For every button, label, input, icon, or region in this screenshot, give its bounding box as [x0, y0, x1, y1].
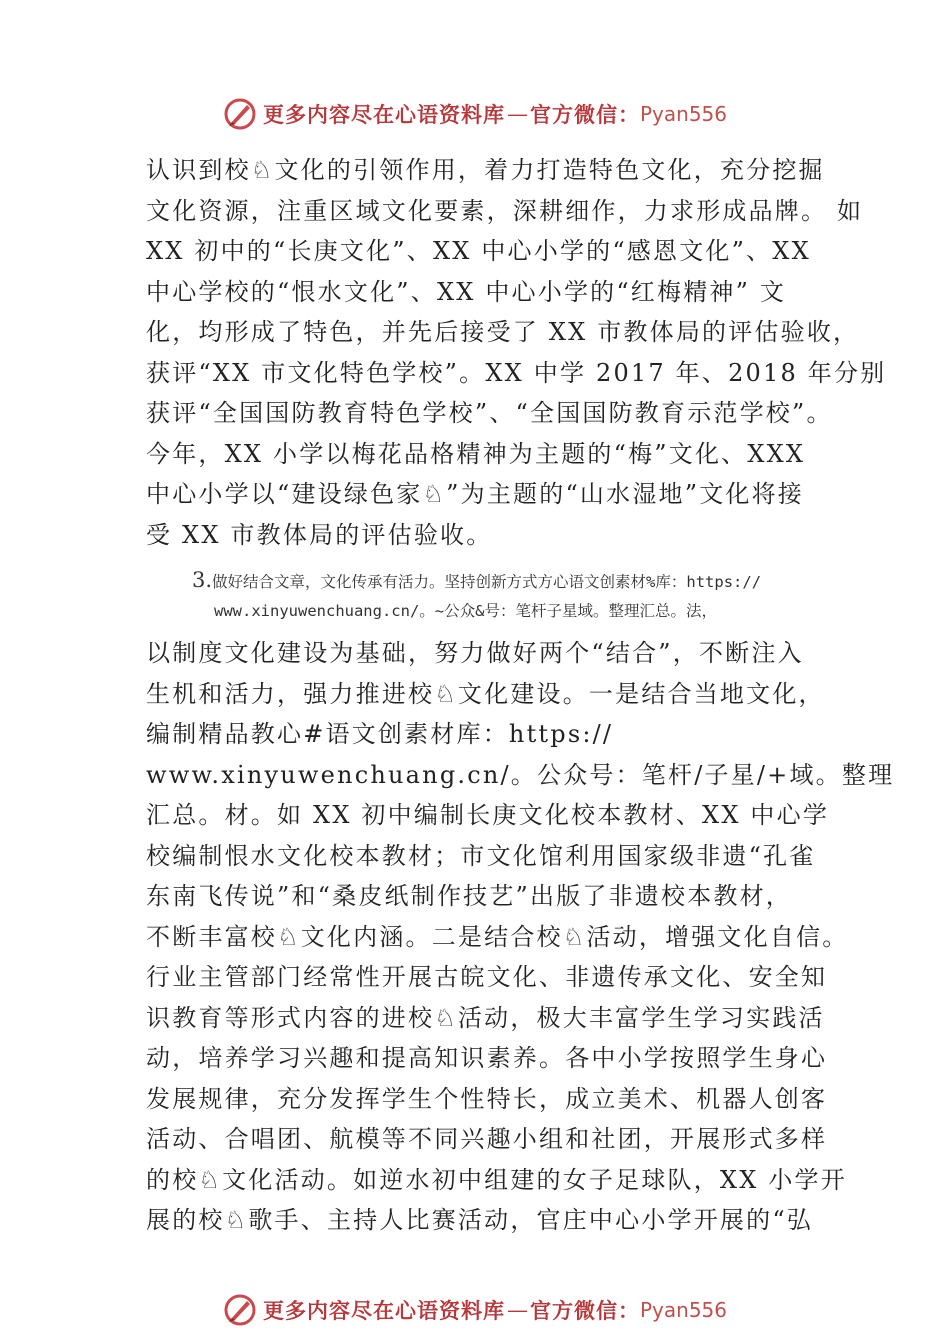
banner-dash: — [506, 1298, 528, 1322]
banner-wechat-label: 官方微信： [529, 102, 640, 127]
text-line: 东南飞传说”和“桑皮纸制作技艺”出版了非遗校本教材， [146, 882, 793, 910]
text-line: 动，培养学习兴趣和提高知识素养。各中小学按照学生身心 [146, 1044, 828, 1072]
text-line: 行业主管部门经常性开展古皖文化、非遗传承文化、安全知 [146, 963, 828, 991]
text-line: 不断丰富校♘文化内涵。二是结合校♘活动，增强文化自信。 [146, 922, 849, 951]
note-line-1: 做好结合文章，文化传承有活力。坚持创新方式方心语文创素材%库：https:// [212, 573, 762, 591]
banner-wechat-label: 官方微信： [529, 1298, 640, 1323]
footer-banner [0, 1290, 950, 1330]
text-line: 的校♘文化活动。如逆水初中组建的女子足球队，XX 小学开 [146, 1165, 847, 1194]
note-line-2: www.xinyuwenchuang.cn/。~公众&号：笔杆子星域。整理汇总。法， [214, 602, 717, 620]
text-line: 中心学校的“恨水文化”、XX 中心小学的“红梅精神” 文 [146, 277, 787, 306]
banner-dash: — [506, 102, 528, 126]
text-line: 获评“XX 市文化特色学校”。XX 中学 2017 年、2018 年分别 [146, 358, 887, 387]
section-number: 3. [192, 568, 213, 592]
text-line: 编制精品教心#语文创素材库：https:// [146, 720, 614, 748]
text-line: 以制度文化建设为基础，努力做好两个“结合”，不断注入 [146, 639, 804, 667]
text-line: 认识到校♘文化的引领作用，着力打造特色文化，充分挖掘 [146, 156, 825, 184]
banner-title: 更多内容尽在心语资料库 [262, 1298, 505, 1323]
text-line: 识教育等形式内容的进校♘活动，极大丰富学生学习实践活 [146, 1003, 825, 1032]
text-line: 活动、合唱团、航模等不同兴趣小组和社团，开展形式多样 [146, 1125, 828, 1153]
text-line: 生机和活力，强力推进校♘文化建设。一是结合当地文化， [146, 679, 825, 708]
text-line: 展的校♘歌手、主持人比赛活动，官庄中心小学开展的“弘 [146, 1206, 813, 1234]
text-line: 化，均形成了特色，并先后接受了 XX 市教体局的评估验收， [146, 318, 860, 346]
pen-logo-icon [223, 97, 257, 131]
header-banner [0, 94, 950, 134]
paragraph-2 [146, 633, 895, 1241]
paragraph-1 [146, 150, 887, 555]
text-line: 中心小学以“建设绿色家♘”为主题的“山水湿地”文化将接 [146, 480, 804, 508]
text-line: 汇总。材。如 XX 初中编制长庚文化校本教材、XX 中心学 [146, 801, 830, 829]
text-line: 文化资源，注重区域文化要素，深耕细作，力求形成品牌。 如 [146, 196, 864, 225]
pen-logo-icon [223, 1293, 257, 1327]
text-line: www.xinyuwenchuang.cn/。公众号：笔杆/子星/+域。整理 [146, 760, 895, 789]
text-line: 校编制恨水文化校本教材；市文化馆利用国家级非遗“孔雀 [146, 841, 816, 870]
text-line: 受 XX 市教体局的评估验收。 [146, 520, 493, 549]
banner-title: 更多内容尽在心语资料库 [262, 102, 505, 127]
text-line: 获评“全国国防教育特色学校”、“全国国防教育示范学校”。 [146, 399, 833, 427]
text-line: XX 初中的“长庚文化”、XX 中心小学的“感恩文化”、XX [146, 237, 811, 265]
text-line: 发展规律，充分发挥学生个性特长，成立美术、机器人创客 [146, 1084, 828, 1113]
text-line: 今年，XX 小学以梅花品格精神为主题的“梅”文化、XXX [146, 439, 806, 468]
banner-account: Pyan556 [639, 102, 727, 126]
section-heading-note [192, 566, 832, 626]
banner-account: Pyan556 [639, 1298, 727, 1322]
